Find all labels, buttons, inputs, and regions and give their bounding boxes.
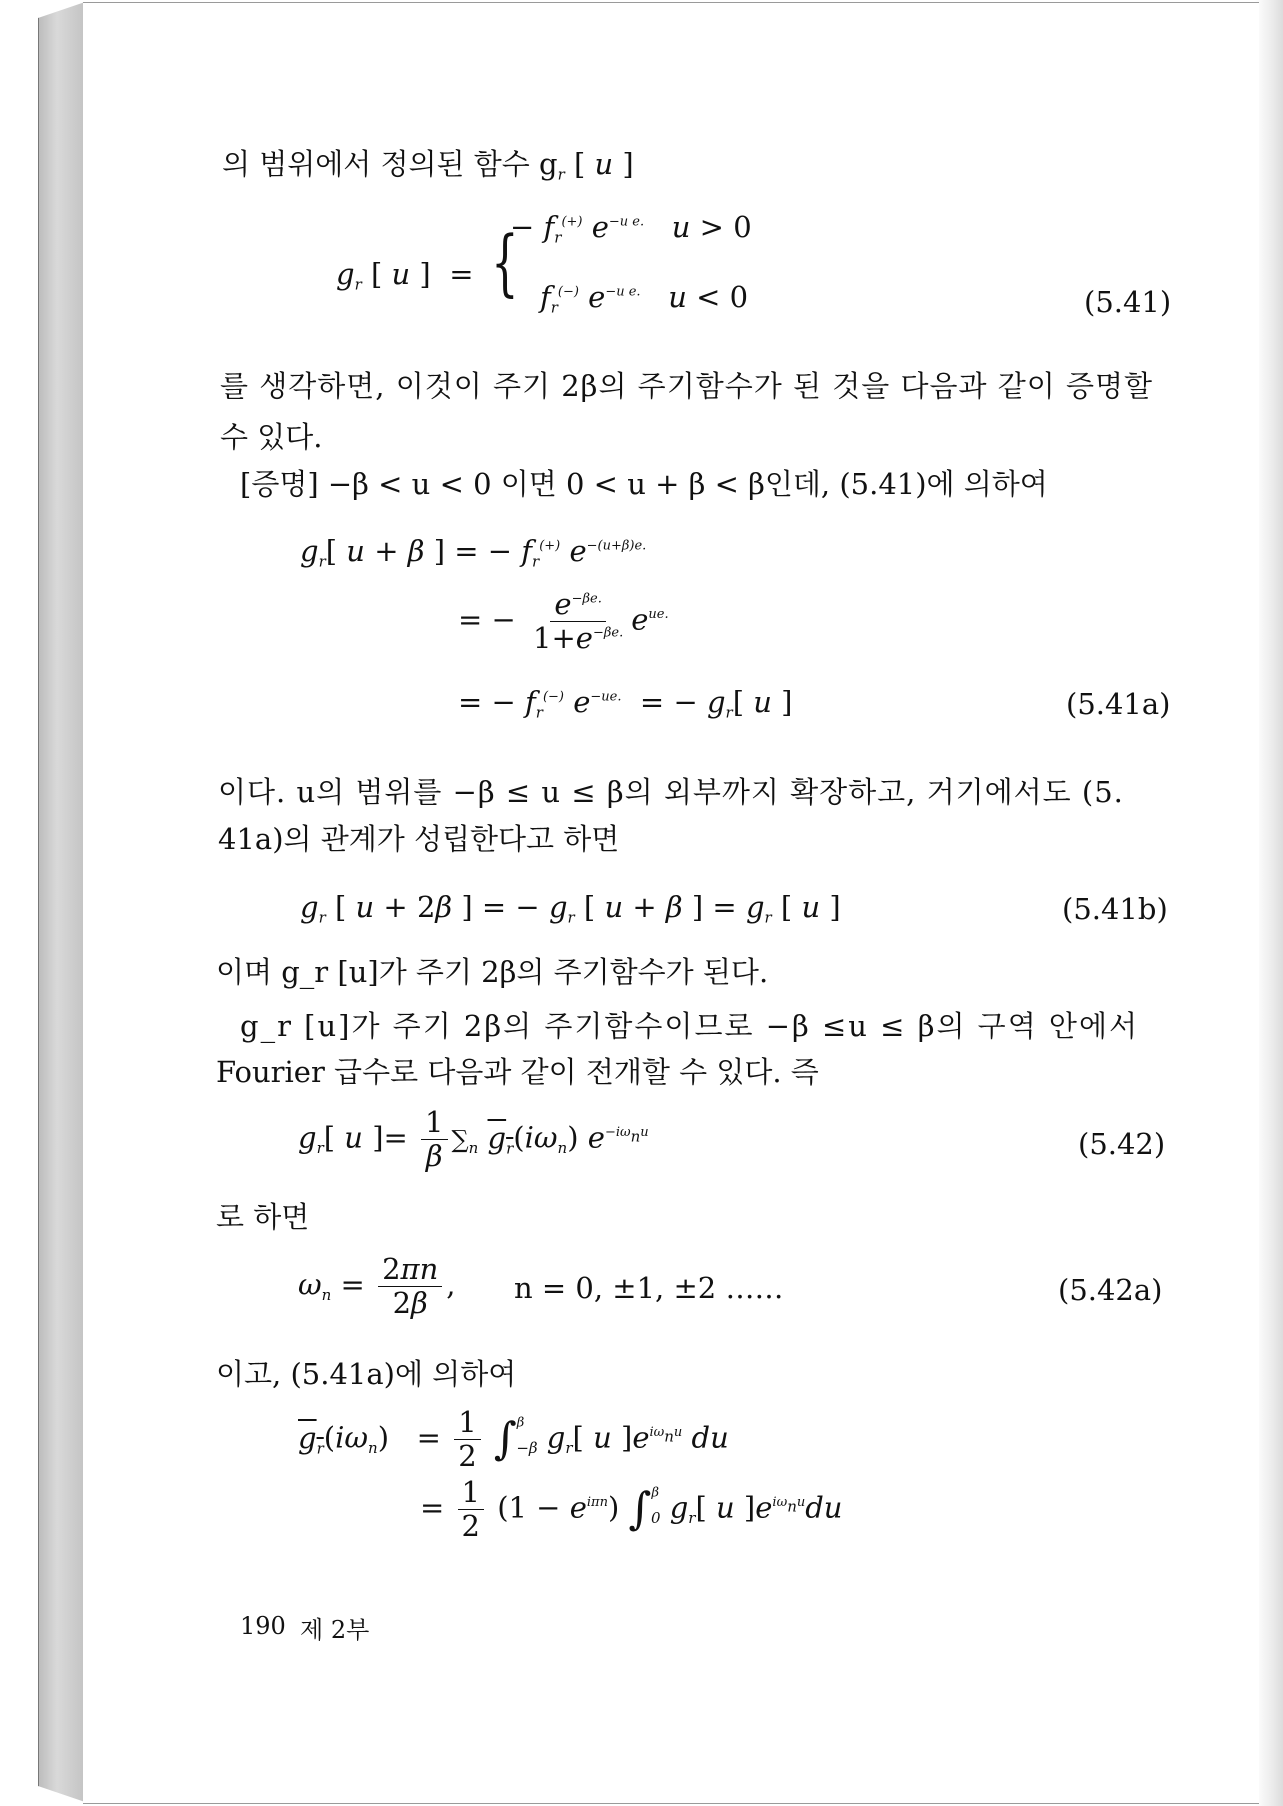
eq-5-41a-line3: = − $f_r^{(-)}$ $e^{-ue.}$ = − $g_r$[ u ] xyxy=(458,685,793,722)
eq-5-41-case1: − $f_r^{(+)}$ $e^{-u e.}$ u > 0 xyxy=(510,210,752,247)
eq-5-41b: $g_r$ [ u + 2β ] = − $g_r$ [ u + β ] = $g_r$ [ u ] xyxy=(300,890,841,927)
para4-line1: g_r [u]가 주기 2β의 주기함수이므로 −β ≤u ≤ β의 구역 안에서 xyxy=(240,1009,1139,1043)
para2-line2: 41a)의 관계가 성립한다고 하면 xyxy=(218,822,620,856)
page-number: 190 xyxy=(240,1612,286,1640)
part-label: 제 2부 xyxy=(300,1616,370,1644)
proof-line: [증명] −β < u < 0 이면 0 < u + β < β인데, (5.41)에 의하여 xyxy=(240,467,1048,501)
eq-5-41b-label: (5.41b) xyxy=(1062,892,1168,926)
page-edge-shadow xyxy=(1255,0,1283,1806)
eq-5-41-lhs: $g_r$ [ u ] = xyxy=(336,257,474,294)
eq-5-42a-rhs: n = 0, ±1, ±2 …… xyxy=(514,1271,784,1305)
para5: 로 하면 xyxy=(216,1200,310,1234)
intro-text: 의 범위에서 정의된 함수 g xyxy=(222,147,558,181)
eq-5-41a-label: (5.41a) xyxy=(1066,687,1171,721)
eq-5-42-label: (5.42) xyxy=(1078,1127,1166,1161)
para2-line1: 이다. u의 범위를 −β ≤ u ≤ β의 외부까지 확장하고, 거기에서도 (5. xyxy=(218,775,1124,809)
eq-5-41-brace: { xyxy=(491,220,519,304)
eq-integral-line1: $g_r(i\omega_n)$ = $\frac{1}{2}$ ∫$^\beta_{-\beta}$ $g_r$[ u ]$e^{i\omega_nu}$ du xyxy=(298,1405,729,1473)
para3: 이며 g_r [u]가 주기 2β의 주기함수가 된다. xyxy=(216,955,769,989)
eq-integral-line2: = $\frac{1}{2}$ $(1 - e^{i\pi n})$ ∫$^\beta_0$ $g_r$[ u ]$e^{i\omega_nu}du$ xyxy=(420,1475,843,1543)
para1-line2: 수 있다. xyxy=(220,420,323,454)
para1-line1: 를 생각하면, 이것이 주기 2β의 주기함수가 된 것을 다음과 같이 증명할 xyxy=(220,369,1153,403)
para6: 이고, (5.41a)에 의하여 xyxy=(216,1357,517,1391)
eq-5-41a-line2: = − $\frac{e^{-\beta e.}}{1+e^{-\beta e.}}$ $e^{ue.}$ xyxy=(458,587,669,655)
eq-5-41-case2: $f_r^{(-)}$ $e^{-u e.}$ u < 0 xyxy=(540,280,749,317)
eq-5-42a-label: (5.42a) xyxy=(1058,1273,1163,1307)
eq-5-41a-line1: $g_r$[ u + β ] = − $f_r^{(+)}$ $e^{-(u+\beta)e.}$ xyxy=(300,534,647,571)
intro-line: 의 범위에서 정의된 함수 $g_r$ [ u ] xyxy=(222,147,634,184)
eq-5-42a-lhs: $\omega_n$ = $\frac{2\pi n}{2\beta}$ , xyxy=(298,1252,456,1320)
eq-5-41-label: (5.41) xyxy=(1084,285,1172,319)
eq-5-42: $g_r$[ u ]= $\frac{1}{\beta}$ $\sum_n$ $g_r(i\omega_n)$ $e^{-i\omega_nu}$ xyxy=(298,1105,649,1173)
para4-line2: Fourier 급수로 다음과 같이 전개할 수 있다. 즉 xyxy=(216,1055,819,1089)
book-spine xyxy=(38,2,85,1802)
